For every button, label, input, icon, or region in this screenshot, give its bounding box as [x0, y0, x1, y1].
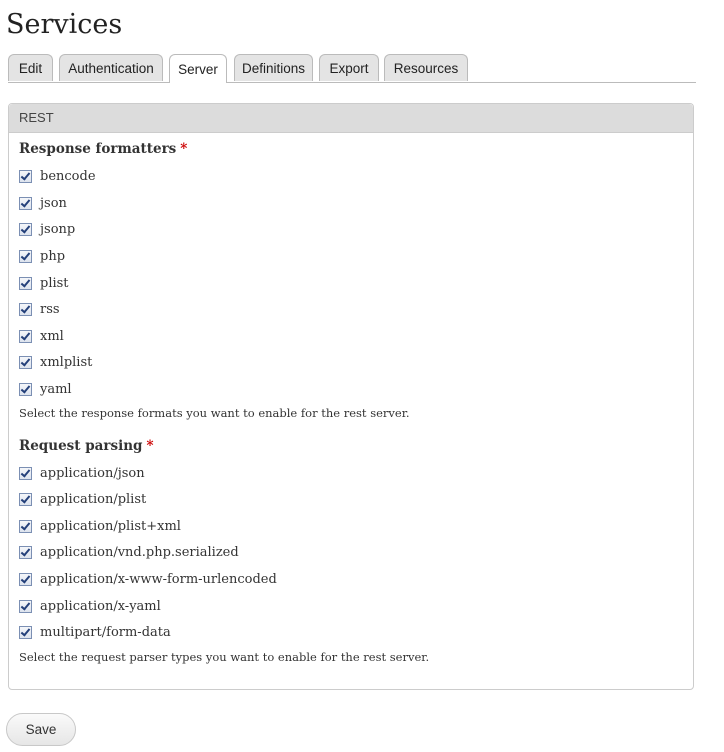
checkbox-checked[interactable] [19, 356, 32, 369]
request-parsing-description: Select the request parser types you want to enable for the rest server. [19, 650, 430, 664]
checkbox-label[interactable]: application/x-yaml [40, 598, 161, 614]
checkbox-checked[interactable] [19, 493, 32, 506]
save-button[interactable]: Save [6, 713, 76, 746]
tab-bar [8, 54, 696, 83]
checkbox-checked[interactable] [19, 223, 32, 236]
tab-definitions[interactable]: Definitions [234, 54, 313, 81]
tab-authentication[interactable]: Authentication [59, 54, 163, 81]
checkbox-row-application-json[interactable] [19, 463, 145, 483]
checkbox-row-application-plist-xml[interactable] [19, 516, 181, 536]
checkbox-row-application-x-www-form-urlencoded[interactable] [19, 569, 277, 589]
request-parsing-title [19, 438, 154, 454]
checkbox-checked[interactable] [19, 303, 32, 316]
checkbox-row-xml[interactable] [19, 326, 64, 346]
checkbox-row-json[interactable] [19, 193, 67, 213]
checkbox-row-yaml[interactable] [19, 379, 72, 399]
checkbox-checked[interactable] [19, 573, 32, 586]
checkbox-label[interactable]: yaml [40, 381, 72, 397]
checkbox-row-application-plist[interactable] [19, 489, 146, 509]
fieldset-legend: REST [9, 104, 693, 133]
tab-export[interactable]: Export [319, 54, 379, 81]
checkbox-row-application-vnd-php-serialized[interactable] [19, 542, 239, 562]
required-marker: * [146, 438, 154, 454]
tab-resources[interactable]: Resources [384, 54, 468, 81]
checkbox-checked[interactable] [19, 277, 32, 290]
checkbox-checked[interactable] [19, 600, 32, 613]
checkbox-checked[interactable] [19, 197, 32, 210]
tab-edit[interactable]: Edit [8, 54, 53, 81]
checkbox-checked[interactable] [19, 330, 32, 343]
checkbox-checked[interactable] [19, 520, 32, 533]
checkbox-label[interactable]: application/plist+xml [40, 518, 181, 534]
checkbox-row-xmlplist[interactable] [19, 352, 92, 372]
request-parsing-label: Request parsing [19, 438, 143, 454]
checkbox-checked[interactable] [19, 546, 32, 559]
checkbox-row-bencode[interactable] [19, 166, 96, 186]
response-formatters-description: Select the response formats you want to enable for the rest server. [19, 406, 410, 420]
checkbox-checked[interactable] [19, 467, 32, 480]
checkbox-label[interactable]: plist [40, 275, 69, 291]
checkbox-label[interactable]: php [40, 248, 66, 264]
checkbox-label[interactable]: application/json [40, 465, 145, 481]
checkbox-label[interactable]: application/plist [40, 491, 147, 507]
checkbox-row-multipart-form-data[interactable] [19, 622, 171, 642]
checkbox-label[interactable]: xmlplist [40, 354, 93, 370]
checkbox-row-rss[interactable] [19, 299, 60, 319]
checkbox-label[interactable]: xml [40, 328, 64, 344]
checkbox-label[interactable]: json [40, 195, 67, 211]
checkbox-label[interactable]: rss [40, 301, 60, 317]
checkbox-row-jsonp[interactable] [19, 219, 75, 239]
checkbox-label[interactable]: application/x-www-form-urlencoded [40, 571, 277, 587]
response-formatters-title [19, 141, 187, 157]
checkbox-checked[interactable] [19, 383, 32, 396]
required-marker: * [180, 141, 188, 157]
checkbox-checked[interactable] [19, 170, 32, 183]
page-title: Services [6, 9, 123, 40]
checkbox-label[interactable]: multipart/form-data [40, 624, 171, 640]
checkbox-label[interactable]: jsonp [40, 221, 76, 237]
tab-server[interactable]: Server [169, 54, 227, 83]
response-formatters-label: Response formatters [19, 141, 177, 157]
checkbox-checked[interactable] [19, 626, 32, 639]
rest-fieldset [8, 103, 694, 690]
checkbox-row-application-x-yaml[interactable] [19, 596, 161, 616]
checkbox-row-php[interactable] [19, 246, 65, 266]
checkbox-label[interactable]: application/vnd.php.serialized [40, 544, 239, 560]
checkbox-checked[interactable] [19, 250, 32, 263]
checkbox-row-plist[interactable] [19, 273, 69, 293]
checkbox-label[interactable]: bencode [40, 168, 96, 184]
